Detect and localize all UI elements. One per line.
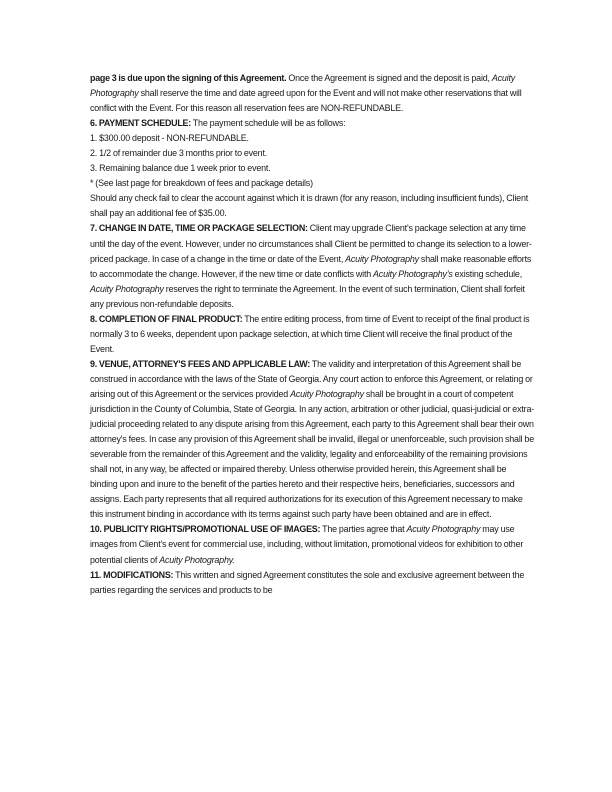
section-11-text: This written and signed Agreement constitutes the sole and exclusive agreement between the parties regarding the services and products to be [90,569,525,595]
company-name: Acuity Photography [90,283,164,294]
company-name: Acuity Photography [406,524,481,535]
company-name: Acuity Photography [290,388,364,399]
section-7-text-1: Client may upgrade Client's package selection at any time until the day of the event. However, under no circumstances shall Client be permitted to change its selection to a lower-priced package. In case of a change in the time or date of the Event, [90,223,532,264]
section-9-venue-law [90,357,535,523]
section-10-text-2: may use images from Client's event for commercial use, including, without limitation, promotional videos for exhibition to other potential clients of [90,524,524,565]
section-8-heading: 8. COMPLETION OF FINAL PRODUCT: [90,313,243,324]
payment-item: 2. 1/2 of remainder due 3 months prior to event. [90,148,268,159]
section-8-completion [90,312,535,357]
payment-item: 1. $300.00 deposit - NON-REFUNDABLE. [90,133,249,144]
section-6-check-fee: Should any check fail to clear the account against which it is drawn (for any reason, including insufficient funds), Client shall pay an additional fee of $35.00. [90,193,529,219]
payment-note: * (See last page for breakdown of fees and package details) [90,178,313,189]
section-7-change-in-date [90,221,535,311]
intro-lead: page 3 is due upon the signing of this Agreement. [90,73,287,83]
company-name: Acuity Photography [90,73,516,99]
agreement-text [90,71,535,598]
section-7-text-4: reserves the right to terminate the Agreement. In the event of such termination, Client shall forfeit any previous non-refundable deposits. [90,283,525,309]
section-11-heading: 11. MODIFICATIONS: [90,569,174,580]
section-7-text-3: existing schedule, [452,268,522,279]
intro-text-2: shall reserve the time and date agreed upon for the Event and will not make other reservations that will conflict with the Event. For this reason all reservation fees are NON-REFUNDABLE. [90,88,522,114]
intro-text-1: Once the Agreement is signed and the deposit is paid, [286,73,492,83]
company-name: Acuity Photography. [159,554,235,565]
section-10-heading: 10. PUBLICITY RIGHTS/PROMOTIONAL USE OF IMAGES: [90,524,321,535]
section-10-publicity [90,522,535,567]
company-name: Acuity Photography's [373,268,453,279]
payment-item: 3. Remaining balance due 1 week prior to event. [90,163,271,174]
section-9-text-2: shall be brought in a court of competent jurisdiction in the County of Columbia, State of Georgia. In any action, arbitration or other judicial, quasi-judicial or extra-judicial proceeding related to any dispute arising from this Agreement, each party to this Agreement shall bear their own attorney's fees. In case any provision of this Agreement shall be invalid, illegal or unenforceable, such provision shall be severable from the remainder of this Agreement and the validity, legality and enforceability of the remaining provisions shall not, in any way, be affected or impaired thereby. Unless otherwise provided herein, this Agreement shall be binding upon and inure to the benefit of the parties hereto and their respective heirs, beneficiaries, successors and assigns. Each party represents that all required authorizations for its execution of this Agreement necessary to make this instrument binding in accordance with its terms against such party have been obtained and are in effect. [90,388,535,520]
company-name: Acuity Photography [345,253,419,264]
section-7-text-2: shall make reasonable efforts to accommodate the change. However, if the new time or date conflicts with [90,253,532,279]
section-8-text: The entire editing process, from time of Event to receipt of the final product is normally 3 to 6 weeks, dependent upon package selection, at which time Client will receive the final product of the Event. [90,313,530,354]
section-7-heading: 7. CHANGE IN DATE, TIME OR PACKAGE SELECTION: [90,223,308,234]
section-6-payment-schedule [90,116,535,131]
section-6-heading: 6. PAYMENT SCHEDULE: [90,118,191,129]
section-10-text-1: The parties agree that [320,524,407,535]
section-9-heading: 9. VENUE, ATTORNEY'S FEES AND APPLICABLE LAW: [90,358,310,369]
section-9-text-1: The validity and interpretation of this Agreement shall be construed in accordance with the laws of the State of Georgia. Any court action to enforce this Agreement, or relating or arising out of this Agreement or the services provided [90,358,533,399]
section-6-text: The payment schedule will be as follows: [190,118,346,129]
section-11-modifications [90,568,535,598]
intro-paragraph [90,71,535,116]
